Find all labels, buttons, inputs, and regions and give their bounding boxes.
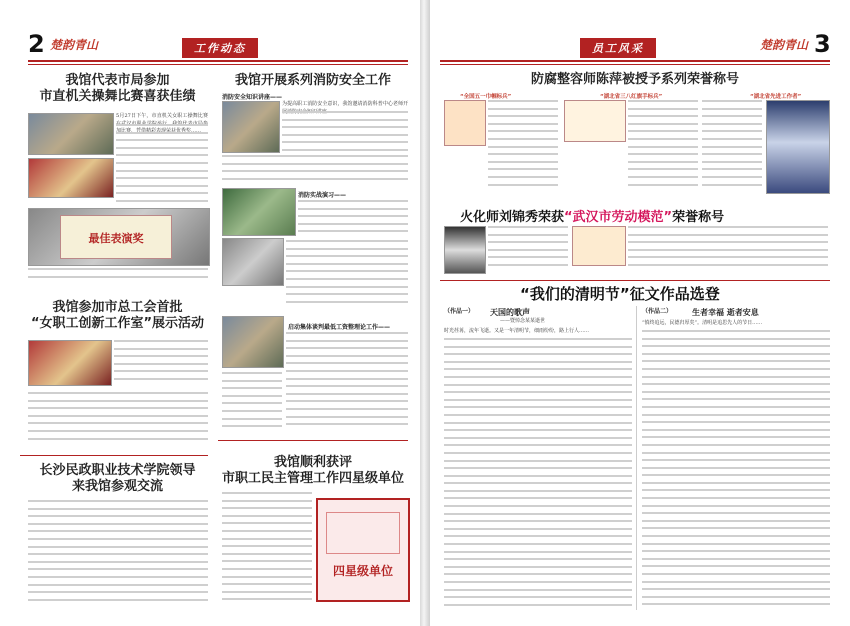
article-title (20, 463, 215, 495)
work-title: 生者幸福 逝者安息 (692, 308, 759, 317)
header-rule-thin (28, 64, 408, 65)
section-title: 员工风采 (580, 38, 656, 58)
photo (222, 316, 284, 368)
article-title: 我馆开展系列消防安全工作 (234, 73, 391, 88)
sub-heading: 消防实战演习—— (298, 192, 347, 199)
article-text-body (286, 240, 408, 310)
header-rule (28, 60, 408, 62)
article-title (20, 300, 215, 332)
article-text-body (114, 340, 208, 386)
work-byline: ——暨悼念某某逝世 (500, 318, 546, 324)
page-gutter (420, 0, 430, 626)
title-line: 来我馆参观交流 (71, 479, 163, 494)
article-text: “慎终追远，民德归厚矣”。清明是追思先人的节日…… (642, 320, 763, 326)
right-page (430, 0, 850, 626)
article-text-body (702, 100, 762, 192)
title-line: 长沙民政职业技术学院领导 (39, 463, 196, 478)
photo (222, 238, 284, 286)
article-text-body (628, 226, 828, 272)
brand-logo: 楚韵青山 (50, 38, 99, 52)
article-text-body (222, 155, 408, 185)
left-page (0, 0, 420, 626)
portrait-photo (766, 100, 830, 194)
title-line: 我馆代表市局参加 (65, 73, 170, 88)
page-number: 3 (814, 30, 831, 58)
right-header (430, 30, 850, 64)
article-text-body (286, 332, 408, 432)
honor-tag: “湖北省三八红旗手标兵” (600, 94, 663, 100)
article-text: 时光荏苒，流年飞逝。又是一年清明节，细雨纷纷，路上行人…… (444, 328, 590, 334)
honor-tag: “全国五一巾帼标兵” (460, 94, 512, 100)
title-part: 荣誉称号 (672, 210, 725, 225)
article-text-body (28, 500, 208, 612)
article-text-body (642, 330, 830, 610)
plaque-frame (326, 512, 400, 554)
left-header (0, 30, 420, 64)
certificate (564, 100, 626, 142)
certificate (444, 100, 486, 146)
article-title (218, 455, 408, 487)
section-title: 工作动态 (182, 38, 258, 58)
article-text-body (282, 111, 408, 153)
photo (222, 188, 296, 236)
article-title: 防腐整容师陈萍被授予系列荣誉称号 (530, 72, 739, 87)
title-line: 我馆顺利获评 (273, 455, 352, 470)
title-highlight: “武汉市劳动模范” (564, 210, 673, 225)
article-text: 5月27日下午，市直机关女职工操舞比赛 (116, 113, 208, 119)
title-line: 我馆参加市总工会首批 (52, 300, 183, 315)
header-rule (440, 60, 830, 62)
photo (222, 101, 280, 153)
article-text-body (222, 492, 312, 612)
brand-logo: 楚韵青山 (760, 38, 809, 52)
divider (218, 440, 408, 441)
article-text-body (628, 100, 698, 192)
work-label: （作品一） (444, 308, 475, 315)
title-line: 市直机关操舞比赛喜获佳绩 (39, 89, 196, 104)
article-text: 为提高职工消防安全意识，我馆邀请消防科普中心老师开 (282, 101, 408, 107)
certificate-text: 最佳表演奖 (88, 232, 144, 245)
divider (440, 280, 830, 281)
plaque (316, 498, 410, 602)
article-text-body (116, 124, 208, 208)
page-number: 2 (28, 30, 45, 58)
divider (20, 455, 208, 456)
article-title (20, 73, 215, 105)
photo (28, 340, 112, 386)
work-title: 天国的歌声 (490, 308, 530, 317)
title-line: “女职工创新工作室”展示活动 (30, 316, 205, 331)
article-title (460, 206, 724, 225)
photo (28, 113, 114, 155)
photo (28, 158, 114, 198)
article-title: “我们的清明节”征文作品选登 (520, 285, 720, 303)
title-line: 市职工民主管理工作四星级单位 (221, 471, 404, 486)
certificate (572, 226, 626, 266)
header-rule-thin (440, 64, 830, 65)
article-text-body (298, 200, 408, 236)
article-text-body (444, 338, 632, 610)
sub-heading: 消防安全知识讲座—— (222, 94, 283, 101)
article-text-body (488, 100, 558, 192)
article-text-body (222, 372, 282, 432)
title-part: 火化师刘锦秀荣获 (460, 210, 565, 225)
article-text-body (28, 268, 208, 280)
plaque-text: 四星级单位 (332, 564, 393, 578)
portrait-photo (444, 226, 486, 274)
work-label: （作品二） (642, 308, 673, 315)
column-divider (636, 306, 637, 610)
honor-tag: “湖北省先进工作者” (750, 94, 802, 100)
article-text-body (488, 226, 568, 272)
article-text-body (28, 392, 208, 448)
award-certificate (60, 215, 172, 259)
sub-heading: 启动集体谈判最低工资整理论工作—— (288, 324, 391, 331)
